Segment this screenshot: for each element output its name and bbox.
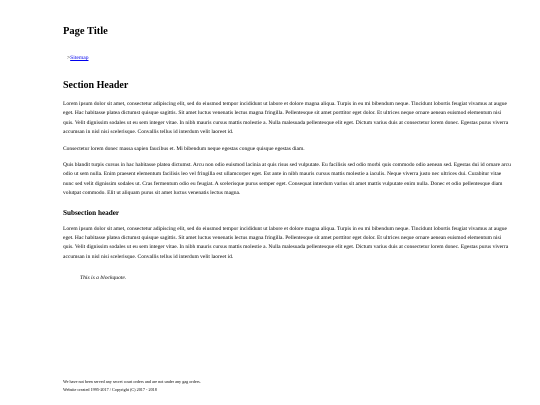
- breadcrumb: [67, 54, 511, 62]
- blockquote: This is a blockquote.: [80, 275, 127, 282]
- section-paragraph-3: Quis blandit turpis cursus in hac habitasse platea dictumst. Arcu non odio euismod lacinia at quis risus sed vulputate. Eu facilisis sed odio morbi quis commodo odio aenean sed. Egestas dui id ornare arcu odio ut sem nulla. Enim praesent elementum facilisis leo vel fringilla est ullamcorper eget. Est ante in nibh mauris cursus mattis molestie a iaculis. Neque viverra justo nec ultrices dui. Curabitur vitae nunc sed velit dignissim sodales ut. Cras fermentum odio eu feugiat. A scelerisque purus semper eget. Consequat interdum varius sit amet mattis vulputate enim nulla. Donec et odio pellentesque diam volutpat commodo. Elit ut aliquam purus sit amet luctus venenatis lectus magna.: [63, 162, 511, 197]
- subsection-paragraph: Lorem ipsum dolor sit amet, consectetur adipiscing elit, sed do eiusmod tempor incididunt ut labore et dolore magna aliqua. Turpis in eu mi bibendum neque. Tincidunt lobortis feugiat vivamus at augue eget. Hac habitasse platea dictumst quisque sagittis. Sit amet luctus venenatis lectus magna fringilla. Pellentesque sit amet porttitor eget dolor. Et ultrices neque ornare aenean euismod elementum nisi quis. Velit dignissim sodales ut eu sem integer vitae. In nibh mauris cursus mattis molestie a. Nulla malesuada pellentesque elit eget. Dictum varius duis at consectetur lorem donec. Egestas purus viverra accumsan in nisl nisi scelerisque. Convallis tellus id interdum velit laoreet id.: [63, 225, 509, 260]
- footer-gag-notice: We have not been served any secret court orders and are not under any gag orders.: [63, 379, 201, 384]
- section-paragraph-1: Lorem ipsum dolor sit amet, consectetur adipiscing elit, sed do eiusmod tempor incididunt ut labore et dolore magna aliqua. Turpis in eu mi bibendum neque. Tincidunt lobortis feugiat vivamus at augue eget. Hac habitasse platea dictumst quisque sagittis. Sit amet luctus venenatis lectus magna fringilla. Pellentesque sit amet porttitor eget dolor. Et ultrices neque ornare aenean euismod elementum nisi quis. Velit dignissim sodales ut eu sem integer vitae. In nibh mauris cursus mattis molestie a. Nulla malesuada pellentesque elit eget. Dictum varius duis at consectetur lorem donec. Egestas purus viverra accumsan in nisl nisi scelerisque. Convallis tellus id interdum velit laoreet id.: [63, 101, 509, 136]
- breadcrumb-prefix: >: [67, 55, 71, 61]
- subsection-header: Subsection header: [63, 208, 120, 217]
- footer: [63, 378, 201, 394]
- section-paragraph-2: Consectetur lorem donec massa sapien faucibus et. Mi bibendum neque egestas congue quisque egestas diam.: [63, 145, 305, 152]
- sitemap-link[interactable]: Sitemap: [70, 55, 89, 61]
- page-title: Page Title: [63, 26, 108, 37]
- section-header: Section Header: [63, 80, 129, 91]
- footer-copyright: Website created 1995-2017 / Copyright (C) 2017 - 2018: [63, 387, 157, 392]
